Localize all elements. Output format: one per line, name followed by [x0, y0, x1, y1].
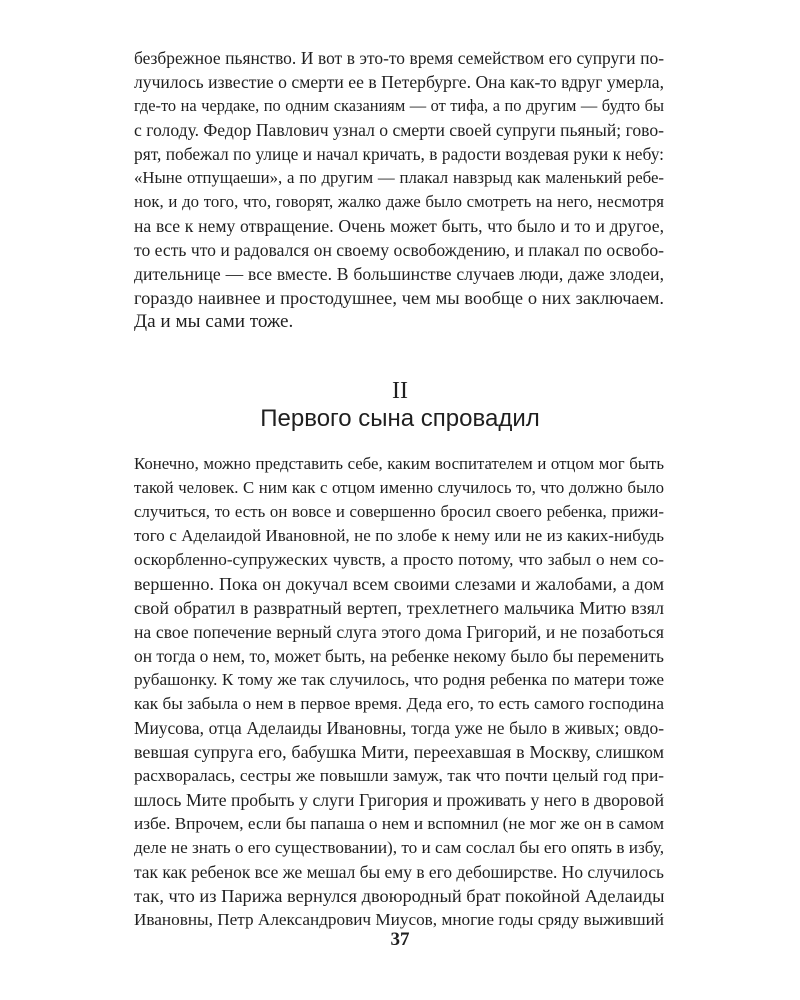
text-line: такой человек. С ним как с отцом именно случилось то, что должно было — [134, 478, 664, 497]
text-line: того с Аделаидой Ивановной, не по злобе к нему или не из каких-нибудь — [134, 526, 664, 545]
chapter-number: II — [392, 378, 408, 404]
text-line: вевшая супруга его, бабушка Мити, переехавшая в Москву, слишком — [134, 742, 664, 762]
text-line: на все к нему отвращение. Очень может быть, что было и то и другое, — [134, 216, 664, 236]
text-line: то есть что и радовался он своему освобождению, и плакал по освобо- — [134, 240, 664, 260]
page-number: 37 — [390, 929, 410, 950]
text-line: рубашонку. К тому же так случилось, что родня ребенка по матери тоже — [134, 670, 664, 689]
text-line: случиться, то есть он вовсе и совершенно бросил своего ребенка, прижи- — [134, 502, 664, 521]
text-line: дительнице — все вместе. В большинстве случаев люди, даже злодеи, — [134, 264, 664, 284]
text-line: вершенно. Пока он докучал всем своими слезами и жалобами, а дом — [134, 574, 664, 594]
text-line: рят, побежал по улице и начал кричать, в радости воздевая руки к небу: — [134, 144, 664, 164]
text-line: Ивановны, Петр Александрович Миусов, многие годы сряду выживший — [134, 910, 664, 929]
text-line: «Ныне отпущаеши», а по другим — плакал навзрыд как маленький ребе- — [134, 168, 664, 187]
text-line: безбрежное пьянство. И вот в это-то время семейством его супруги по- — [134, 48, 664, 68]
text-line: он тогда о нем, то, может быть, на ребенке некому было бы переменить — [134, 646, 664, 666]
text-line: так как ребенок все же мешал бы ему в его дебоширстве. Но случилось — [134, 862, 664, 882]
text-line: лучилось известие о смерти ее в Петербурге. Она как-то вдруг умерла, — [134, 72, 664, 92]
text-line: Конечно, можно представить себе, каким воспитателем и отцом мог быть — [134, 454, 664, 473]
text-line: так, что из Парижа вернулся двоюродный брат покойной Аделаиды — [134, 886, 665, 906]
text-line: где-то на чердаке, по одним сказаниям — от тифа, а по другим — будто бы — [134, 96, 664, 115]
text-line: с голоду. Федор Павлович узнал о смерти своей супруги пьяный; гово- — [134, 120, 664, 140]
chapter-title: Первого сына спровадил — [260, 405, 540, 432]
text-line: на свое попечение верный слуга этого дома Григорий, и не позаботься — [134, 622, 664, 642]
text-line: избе. Впрочем, если бы папаша о нем и вспомнил (не мог же он в самом — [134, 814, 664, 833]
text-line: нок, и до того, что, говорят, жалко даже было смотреть на него, несмотря — [134, 192, 664, 211]
text-line: деле не знать о его существовании), то и сам сослал бы его опять в избу, — [134, 838, 664, 857]
text-line: как бы забыла о нем в первое время. Деда его, то есть самого господина — [134, 694, 664, 713]
text-line: гораздо наивнее и простодушнее, чем мы вообще о них заключаем. — [134, 288, 664, 308]
text-line: шлось Мите пробыть у слуги Григория и проживать у него в дворовой — [134, 790, 664, 810]
text-line: свой обратил в развратный вертеп, трехлетнего мальчика Митю взял — [134, 598, 664, 618]
text-line: Миусова, отца Аделаиды Ивановны, тогда уже не было в живых; овдо- — [134, 718, 664, 738]
text-line: Да и мы сами тоже. — [134, 311, 294, 332]
text-line: расхворалась, сестры же повышли замуж, так что почти целый год при- — [134, 766, 664, 785]
text-line: оскорбленно-супружеских чувств, а просто потому, что забыл о нем со- — [134, 550, 664, 569]
